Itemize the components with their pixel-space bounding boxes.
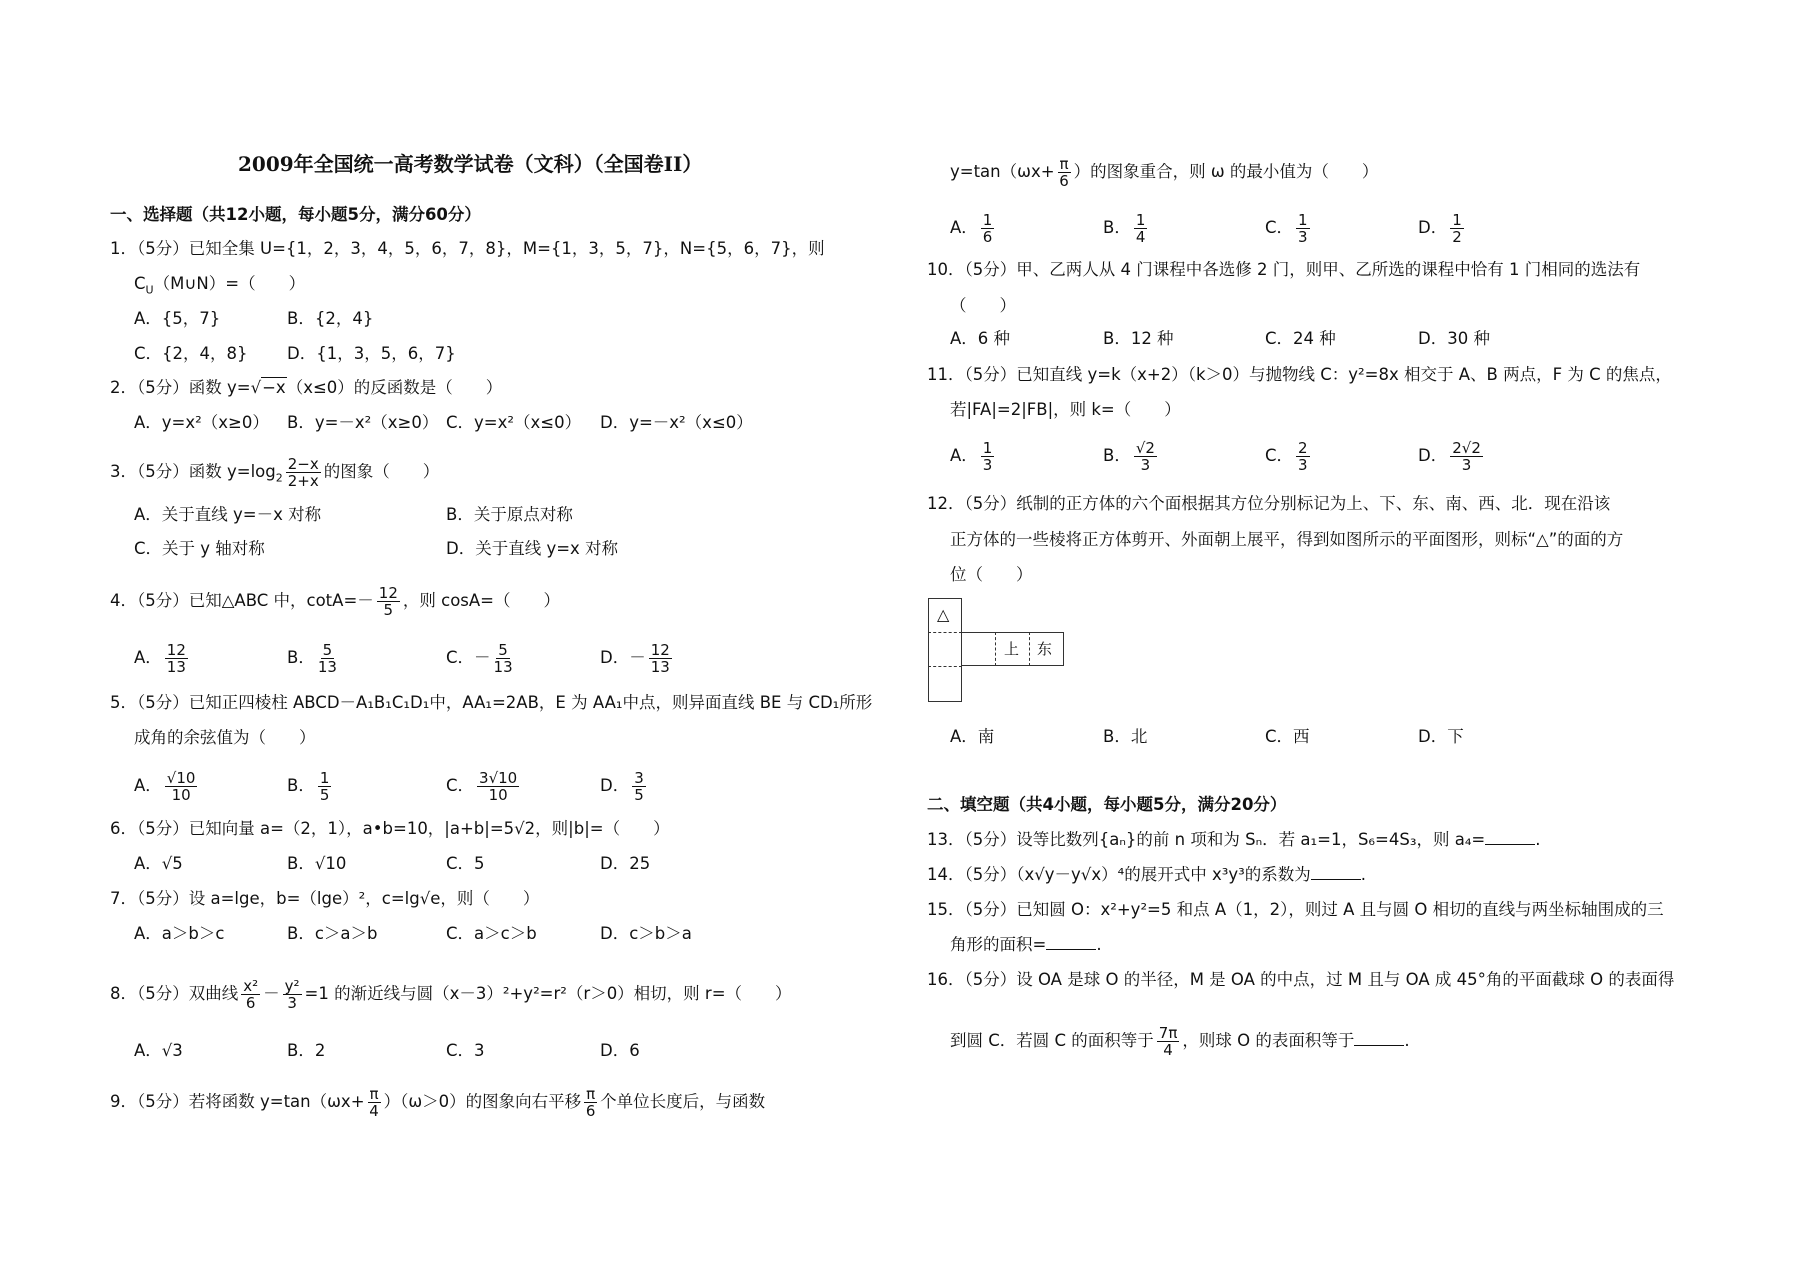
q16-stem: 16．（5分）设 OA 是球 O 的半径，M 是 OA 的中点，过 M 且与 OA 成 45°角的平面截球 O 的表面得	[927, 970, 1675, 989]
q8-option-b: B．2	[287, 1041, 326, 1060]
q11-option-b: B． $\frac{√2}{3}$	[1103, 439, 1155, 474]
q10-option-c: C．24 种	[1265, 329, 1336, 348]
q5-option-c: C． $\frac{3√10}{10}$	[446, 769, 518, 804]
up-face-label: 上	[1004, 640, 1020, 658]
q10-option-d: D．30 种	[1418, 329, 1490, 348]
q10-option-b: B．12 种	[1103, 329, 1174, 348]
q7-option-b: B．c＞a＞b	[287, 924, 378, 943]
q4-option-b: B． $\frac{5}{13}$	[287, 641, 337, 676]
q6-option-b: B．√10	[287, 854, 347, 873]
q3-option-c: C．关于 y 轴对称	[134, 539, 265, 558]
q9-stem-cont: y=tan（ωx+ $\frac{\pi}{6}$ ）的图象重合，则 ω 的最小值为（ ）	[950, 155, 1379, 190]
q2-option-c: C．y=x²（x≤0）	[446, 413, 582, 432]
net-fold	[928, 666, 962, 667]
q5-option-a: A． $\frac{√10}{10}$	[134, 769, 196, 804]
q5-option-d: D． $\frac{3}{5}$	[600, 769, 644, 804]
q12-option-d: D．下	[1418, 727, 1464, 746]
q3-option-a: A．关于直线 y=－x 对称	[134, 505, 322, 524]
q10-stem-cont: （ ）	[950, 296, 1016, 315]
q11-option-d: D． $\frac{2√2}{3}$	[1418, 439, 1481, 474]
net-fold	[1029, 632, 1030, 666]
q12-option-b: B．北	[1103, 727, 1148, 746]
section-fill-heading: 二、填空题（共4小题，每小题5分，满分20分）	[927, 795, 1287, 814]
q1-option-a: A．{5，7}	[134, 309, 221, 328]
east-face-label: 东	[1037, 640, 1053, 658]
q11-option-c: C． $\frac{2}{3}$	[1265, 439, 1308, 474]
q7-option-c: C．a＞c＞b	[446, 924, 537, 943]
q6-stem: 6．（5分）已知向量 a=（2，1），a•b=10，|a+b|=5√2，则|b|=（ ）	[110, 819, 670, 838]
q10-option-a: A．6 种	[950, 329, 1011, 348]
q1-option-d: D．{1，3，5，6，7}	[287, 344, 456, 363]
q11-stem-cont: 若|FA|=2|FB|，则 k=（ ）	[950, 400, 1181, 419]
q4-stem: 4．（5分）已知△ABC 中，cotA=－ $\frac{12}{5}$ ，则 cosA=（ ）	[110, 584, 560, 619]
q3-option-d: D．关于直线 y=x 对称	[446, 539, 619, 558]
q16-stem-cont: 到圆 C．若圆 C 的面积等于 $\frac{7\pi}{4}$ ，则球 O 的表面积等于 .	[950, 1024, 1410, 1059]
q12-stem-cont2: 位（ ）	[950, 565, 1033, 584]
q4-option-c: C．－ $\frac{5}{13}$	[446, 641, 513, 676]
q1-stem: 1．（5分）已知全集 U={1，2，3，4，5，6，7，8}，M={1，3，5，7}，N={5，6，7}，则	[110, 239, 825, 258]
q9-option-b: B． $\frac{1}{4}$	[1103, 211, 1146, 246]
q15-stem: 15．（5分）已知圆 O：x²+y²=5 和点 A（1，2），则过 A 且与圆 O 相切的直线与两坐标轴围成的三	[927, 900, 1664, 919]
section-choice-heading: 一、选择题（共12小题，每小题5分，满分60分）	[110, 205, 481, 224]
q6-option-d: D．25	[600, 854, 651, 873]
q8-option-d: D．6	[600, 1041, 640, 1060]
q5-option-b: B． $\frac{1}{5}$	[287, 769, 330, 804]
q6-option-c: C．5	[446, 854, 485, 873]
q5-stem: 5．（5分）已知正四棱柱 ABCD－A₁B₁C₁D₁中，AA₁=2AB，E 为 AA₁中点，则异面直线 BE 与 CD₁所形	[110, 693, 873, 712]
q6-option-a: A．√5	[134, 854, 183, 873]
q12-option-a: A．南	[950, 727, 995, 746]
q9-stem: 9．（5分）若将函数 y=tan（ωx+ $\frac{\pi}{4}$ ）（ω＞0）的图象向右平移 $\frac{\pi}{6}$ 个单位长度后，与函数	[110, 1085, 766, 1120]
q7-option-a: A．a＞b＞c	[134, 924, 225, 943]
q14-stem: 14．（5分）（x√y－y√x）⁴的展开式中 x³y³的系数为 .	[927, 865, 1366, 884]
q4-option-d: D．－ $\frac{12}{13}$	[600, 641, 670, 676]
q12-option-c: C．西	[1265, 727, 1310, 746]
net-fold	[928, 632, 962, 633]
cube-net-figure	[928, 598, 1064, 702]
q1-stem-cont: $C_U(M\cup N)=$（ ）	[134, 274, 306, 297]
page-title: 2009年全国统一高考数学试卷（文科）（全国卷II）	[238, 152, 703, 176]
q2-option-d: D．y=－x²（x≤0）	[600, 413, 753, 432]
q9-option-c: C． $\frac{1}{3}$	[1265, 211, 1308, 246]
q15-stem-cont: 角形的面积= .	[950, 935, 1102, 954]
q3-stem: 3．（5分）函数 $y=\log_2$ $\frac{2-x}{2+x}$ 的图象（ ）	[110, 455, 440, 490]
q11-stem: 11．（5分）已知直线 y=k（x+2）（k＞0）与抛物线 C：y²=8x 相交于 A、B 两点，F 为 C 的焦点，	[927, 365, 1672, 384]
q12-stem: 12．（5分）纸制的正方体的六个面根据其方位分别标记为上、下、东、南、西、北．现在沿该	[927, 494, 1611, 513]
q1-option-b: B．{2，4}	[287, 309, 374, 328]
q12-stem-cont: 正方体的一些棱将正方体剪开、外面朝上展平，得到如图所示的平面图形，则标“△”的面的方	[950, 530, 1624, 549]
q4-option-a: A． $\frac{12}{13}$	[134, 641, 186, 676]
net-fold	[995, 632, 996, 666]
q10-stem: 10．（5分）甲、乙两人从 4 门课程中各选修 2 门，则甲、乙所选的课程中恰有 1 门相同的选法有	[927, 260, 1641, 279]
q1-option-c: C．{2，4，8}	[134, 344, 248, 363]
triangle-face-label: △	[937, 605, 950, 624]
q5-stem-cont: 成角的余弦值为（ ）	[134, 728, 316, 747]
q8-stem: 8．（5分）双曲线 $\frac{\text{x²}}{6}$ － $\frac{\text{y²}}{3}$ =1 的渐近线与圆（x－3）²+y²=r²（r＞0）相切，则 r=（ ）	[110, 977, 792, 1012]
q2-option-a: A．y=x²（x≥0）	[134, 413, 269, 432]
q7-stem: 7．（5分）设 a=lge，b=（lge）²，c=lg√e，则（ ）	[110, 889, 540, 908]
q13-stem: 13．（5分）设等比数列{aₙ}的前 n 项和为 Sₙ．若 a₁=1，S₆=4S₃，则 a₄= .	[927, 830, 1541, 849]
q9-option-d: D． $\frac{1}{2}$	[1418, 211, 1462, 246]
q7-option-d: D．c＞b＞a	[600, 924, 692, 943]
q9-option-a: A． $\frac{1}{6}$	[950, 211, 993, 246]
q8-option-c: C．3	[446, 1041, 485, 1060]
q11-option-a: A． $\frac{1}{3}$	[950, 439, 993, 474]
q8-option-a: A．√3	[134, 1041, 183, 1060]
q2-stem: 2．（5分）函数 y=√−x（x≤0）的反函数是（ ）	[110, 378, 503, 397]
q2-option-b: B．y=－x²（x≥0）	[287, 413, 439, 432]
q3-option-b: B．关于原点对称	[446, 505, 573, 524]
